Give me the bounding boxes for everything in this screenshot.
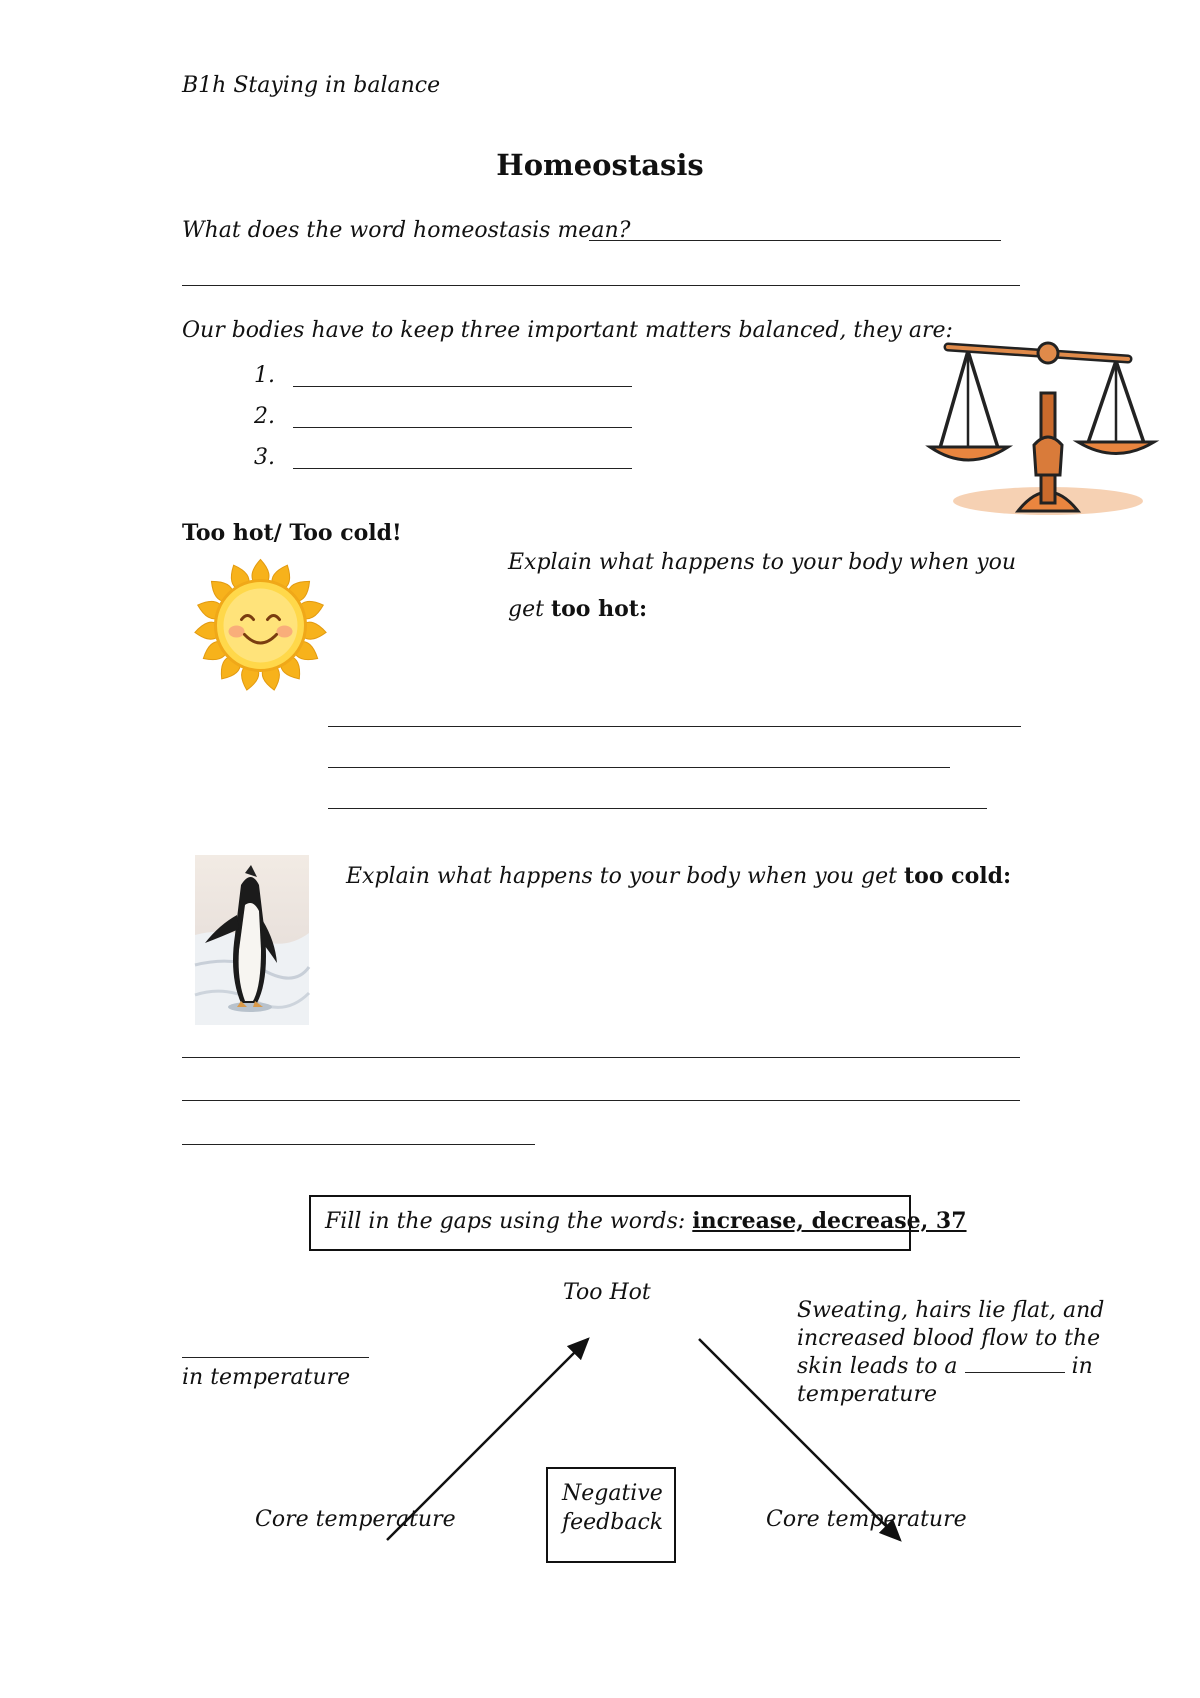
- question-meaning: What does the word homeostasis mean?: [182, 218, 631, 243]
- arrow-down-right: [699, 1339, 900, 1540]
- balance-intro: Our bodies have to keep three important matters balanced, they are:: [182, 318, 953, 343]
- arrow-up-left: [387, 1339, 588, 1540]
- diagram-right-line-2: increased blood flow to the: [797, 1326, 1101, 1351]
- cold-question-text: Explain what happens to your body when you get: [346, 864, 897, 889]
- list-number-1: 1.: [254, 363, 275, 388]
- page-title: Homeostasis: [496, 148, 704, 182]
- word-bank-words: increase, decrease, 37: [692, 1208, 967, 1234]
- diagram-left-core: Core temperature: [255, 1507, 456, 1532]
- hot-cold-heading: Too hot/ Too cold!: [182, 520, 402, 546]
- hot-question-get: get: [508, 597, 544, 622]
- diagram-left-text: in temperature: [182, 1365, 351, 1390]
- diagram-right-line-3b: in: [1071, 1354, 1093, 1379]
- diagram-right-line-3a: skin leads to a: [797, 1354, 958, 1379]
- word-bank-instruction: Fill in the gaps using the words:: [325, 1209, 686, 1234]
- diagram-right-line-4: temperature: [797, 1382, 938, 1407]
- hot-question-emphasis: too hot:: [550, 596, 648, 622]
- negative-feedback-line-2: feedback: [562, 1510, 664, 1535]
- list-number-3: 3.: [254, 445, 275, 470]
- diagram-right-line-1: Sweating, hairs lie flat, and: [797, 1298, 1105, 1323]
- cold-question-emphasis: too cold:: [904, 863, 1012, 889]
- hot-question-line1: Explain what happens to your body when you: [508, 550, 1017, 575]
- diagram-right-core: Core temperature: [766, 1507, 967, 1532]
- worksheet-header: B1h Staying in balance: [182, 73, 441, 98]
- negative-feedback-line-1: Negative: [562, 1481, 663, 1506]
- list-number-2: 2.: [254, 404, 275, 429]
- diagram-top-label: Too Hot: [563, 1280, 651, 1305]
